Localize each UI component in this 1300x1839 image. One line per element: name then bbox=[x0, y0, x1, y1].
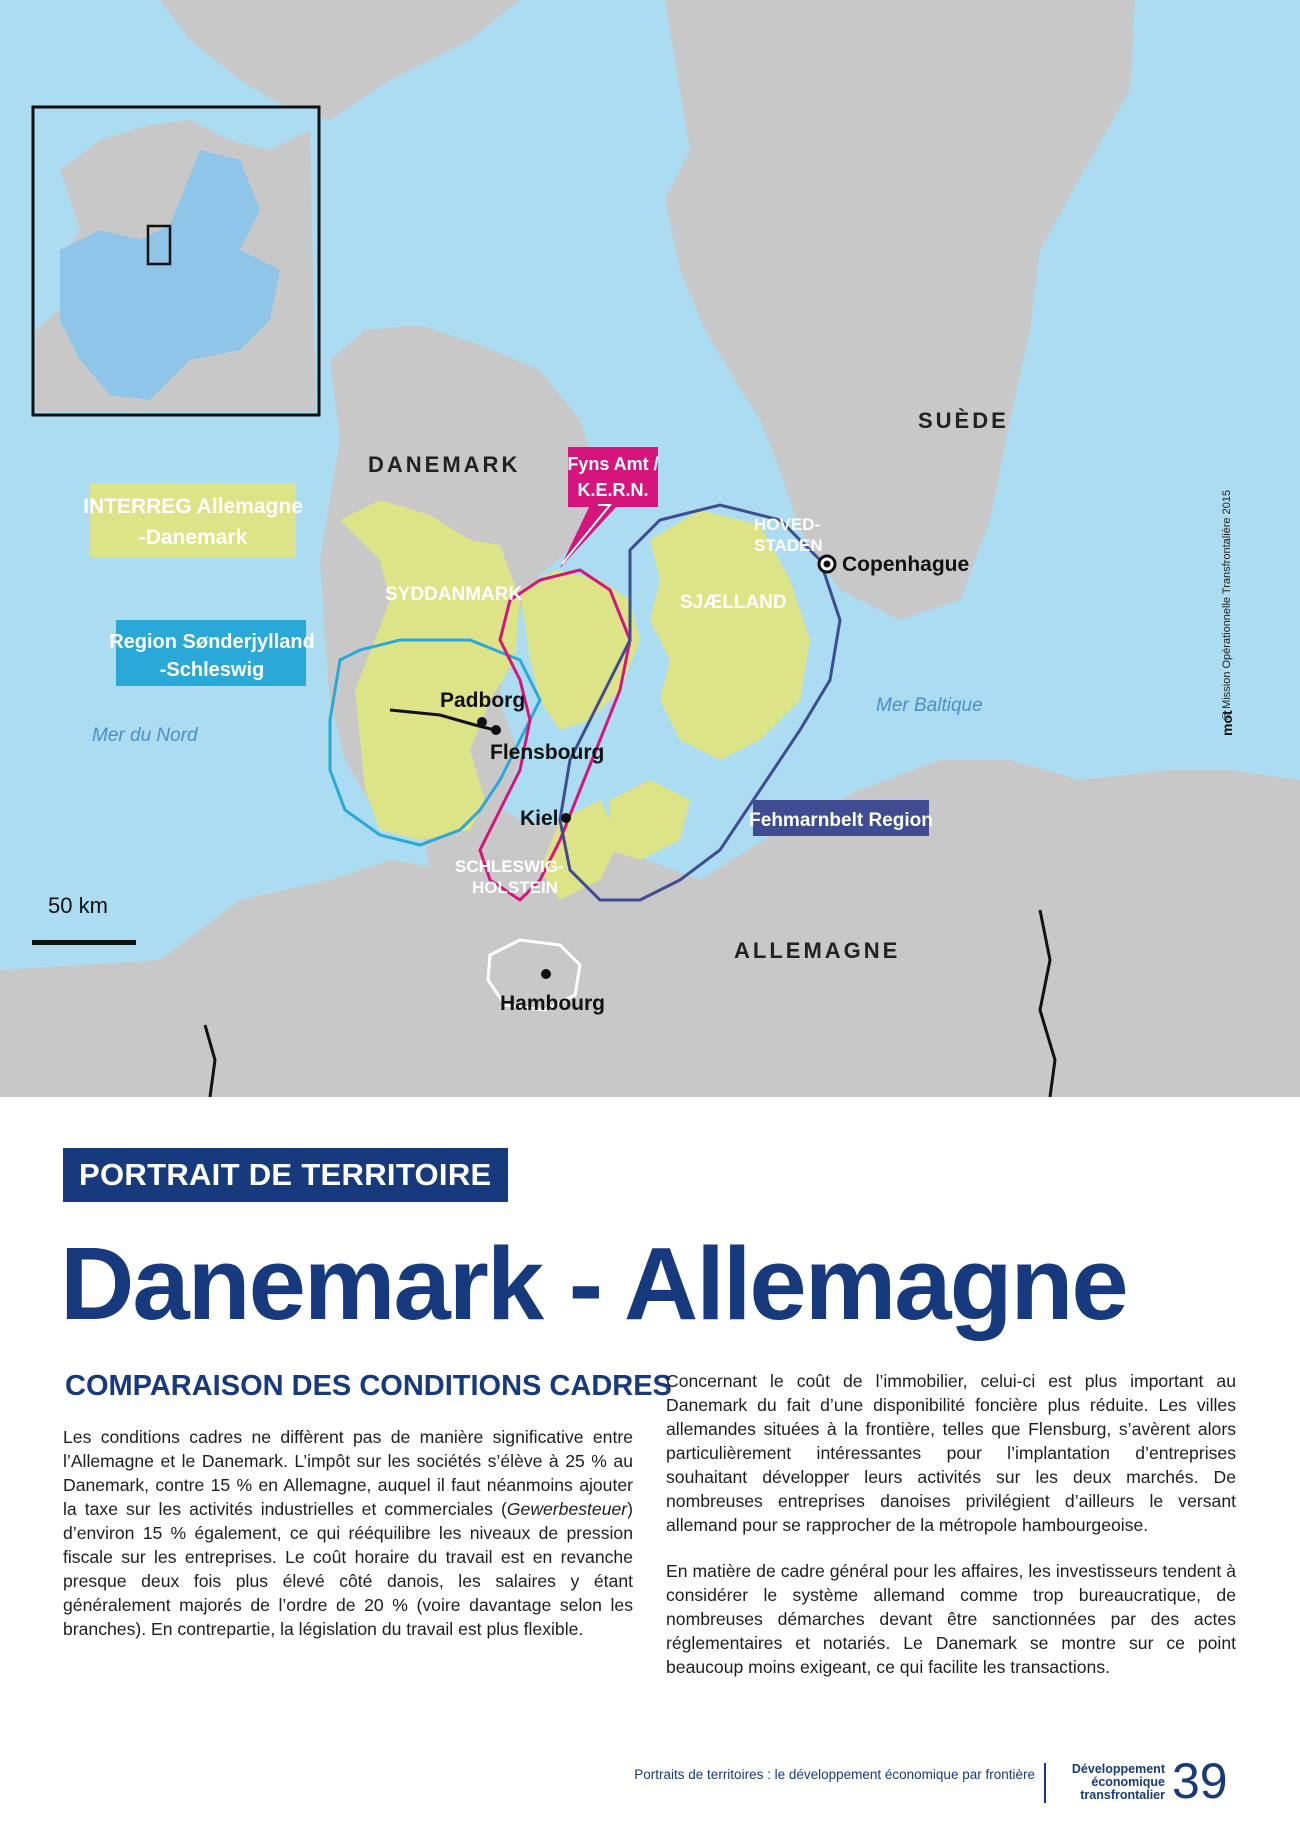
credit-logo: mot bbox=[1219, 710, 1235, 736]
page-number: 39 bbox=[1172, 1753, 1228, 1809]
body-paragraph-1: Les conditions cadres ne diffèrent pas de manière significative entre l’Allemagne et le Danemark. L’impôt sur les sociétés s’élève à 25 % au Danemark, contre 15 % en Allemagne, auquel il faut néanmoins ajouter la taxe sur les activités industrielles et commerciales (Gewerbesteuer) d’environ 15 % également, ce qui rééquilibre les niveaux de pression fiscale sur les entreprises. Le coût horaire du travail est en revanche presque deux fois plus élevé côté danois, les salaires y étant généralement majorés de l’ordre de 20 % (voire davantage selon les branches). En contrepartie, la législation du travail est plus flexible. bbox=[63, 1427, 633, 1639]
city-dot-kiel bbox=[561, 813, 571, 823]
body-column-1 bbox=[63, 1425, 633, 1641]
legend-fyns-line2: K.E.R.N. bbox=[577, 480, 649, 500]
legend-sonderjylland-line2: -Schleswig bbox=[159, 659, 265, 681]
scale-bar bbox=[32, 940, 136, 945]
scale-label: 50 km bbox=[48, 893, 108, 918]
section-tag: PORTRAIT DE TERRITOIRE bbox=[63, 1148, 508, 1202]
label-flensburg: Flensbourg bbox=[490, 741, 605, 764]
body-paragraph-2: Concernant le coût de l’immobilier, celui-ci est plus important au Danemark du fait d’une disponibilité foncière plus réduite. Les villes allemandes situées à la frontière, telles que Flensburg, s’avèrent alors particulièrement intéressantes pour l’implantation d’entreprises souhaitant développer leurs activités sur les deux marchés. De nombreuses entreprises danoises privilégient d’ailleurs le versant allemand pour se rapprocher de la métropole hambourgeoise. bbox=[666, 1371, 1236, 1535]
footer-section: Développement économique transfrontalier bbox=[1071, 1762, 1165, 1802]
footer-series: Portraits de territoires : le développement économique par frontière bbox=[634, 1767, 1035, 1782]
label-north-sea: Mer du Nord bbox=[92, 725, 198, 746]
section-heading: COMPARAISON DES CONDITIONS CADRES bbox=[65, 1370, 672, 1402]
label-schleswig-2: HOLSTEIN bbox=[472, 878, 558, 897]
legend-fehmarnbelt-label: Fehmarnbelt Region bbox=[749, 810, 933, 831]
label-germany: ALLEMAGNE bbox=[734, 938, 901, 963]
page-title: Danemark - Allemagne bbox=[60, 1226, 1127, 1341]
city-dot-padborg bbox=[477, 717, 487, 727]
label-hovedstaden-1: HOVED- bbox=[754, 515, 821, 534]
label-copenhagen: Copenhague bbox=[842, 553, 970, 576]
label-hovedstaden-2: STADEN bbox=[754, 536, 823, 555]
legend-interreg-line1: INTERREG Allemagne bbox=[83, 495, 303, 518]
label-baltic: Mer Baltique bbox=[876, 695, 983, 716]
label-kiel: Kiel bbox=[520, 807, 559, 830]
body-column-2 bbox=[666, 1369, 1236, 1679]
legend-fyns-line1: Fyns Amt / bbox=[567, 454, 659, 474]
legend-interreg-line2: -Danemark bbox=[138, 526, 248, 549]
body-paragraph-3: En matière de cadre général pour les affaires, les investisseurs tendent à considérer le système allemand comme trop bureaucratique, de nombreuses démarches devant être sanctionnées par des actes réglementaires et notariés. Le Danemark se montre sur ce point beaucoup moins exigeant, ce qui facilite les transactions. bbox=[666, 1561, 1236, 1677]
label-hamburg: Hambourg bbox=[500, 992, 605, 1015]
gewerbesteuer-term: Gewerbesteuer bbox=[506, 1499, 628, 1519]
city-dot-hamburg bbox=[541, 969, 551, 979]
city-dot-flensburg bbox=[491, 725, 501, 735]
label-denmark: DANEMARK bbox=[368, 452, 521, 477]
label-schleswig-1: SCHLESWIG- bbox=[455, 857, 564, 876]
label-syddanmark: SYDDANMARK bbox=[385, 584, 523, 605]
label-sjaelland: SJÆLLAND bbox=[680, 592, 787, 613]
legend-sonderjylland-line1: Region Sønderjylland bbox=[109, 631, 315, 653]
inset-map bbox=[33, 107, 319, 415]
credit-text: © Mission Opérationnelle Transfrontalière 2015 bbox=[1221, 489, 1233, 720]
label-padborg: Padborg bbox=[440, 689, 526, 712]
label-sweden: SUÈDE bbox=[918, 408, 1009, 433]
